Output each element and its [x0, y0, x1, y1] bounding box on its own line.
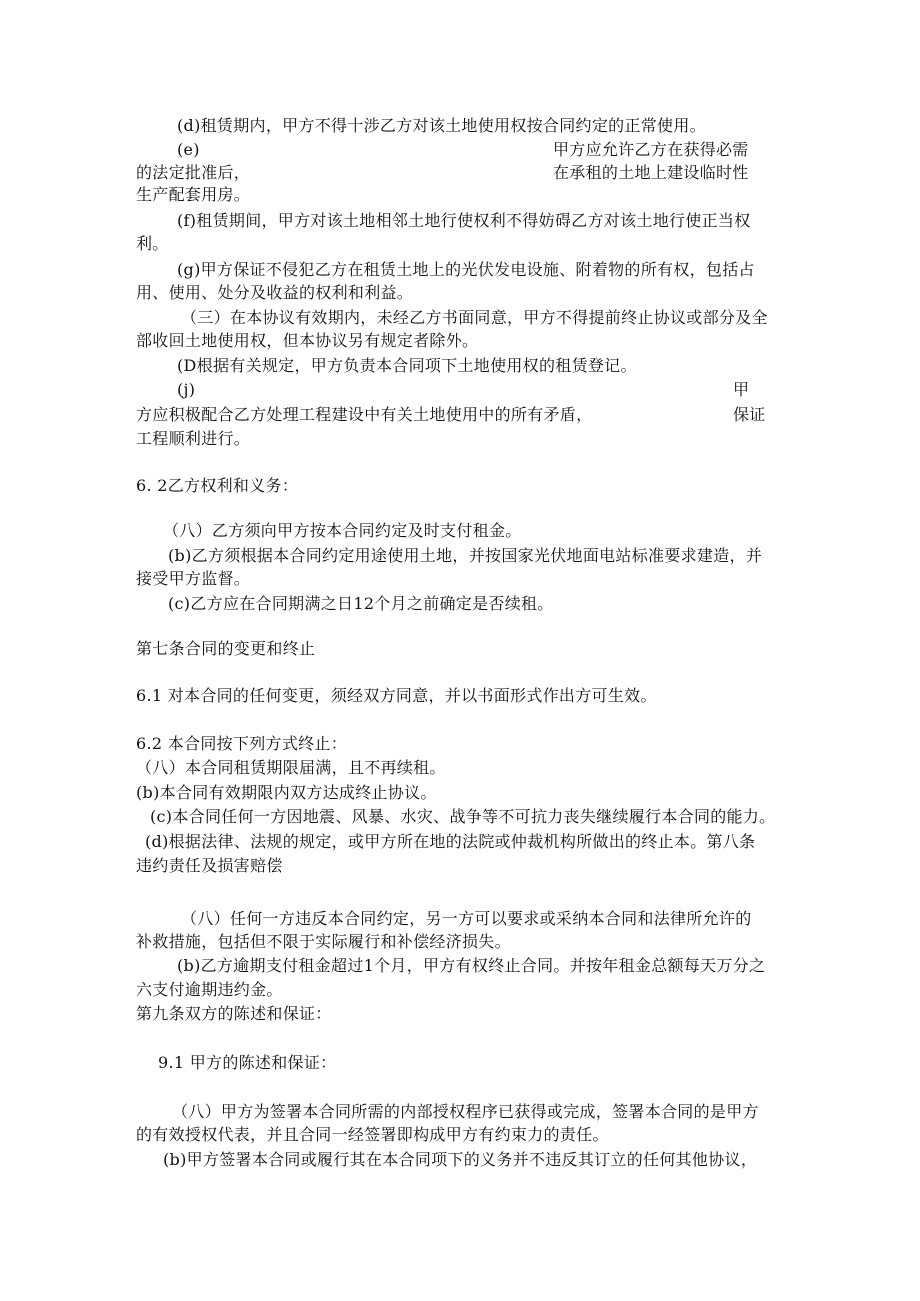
- clause-f: 利。: [136, 234, 169, 253]
- clause-f: (f)租赁期间，甲方对该土地相邻土地行使权利不得妨碍乙方对该土地行使正当权: [177, 211, 751, 230]
- party-b-clause-b: 接受甲方监督。: [136, 569, 251, 588]
- section-heading: 9.1 甲方的陈述和保证：: [158, 1053, 337, 1072]
- clause-three: （三）在本协议有效期内，未经乙方书面同意，甲方不得提前终止协议或部分及全: [181, 308, 768, 327]
- breach-b: (b)乙方逾期支付租金超过1个月，甲方有权终止合同。并按年租金总额每天万分之: [177, 956, 766, 975]
- party-b-clause-a: （八）乙方须向甲方按本合同约定及时支付租金。: [163, 521, 522, 540]
- section-heading: 6. 2乙方权利和义务：: [136, 476, 299, 495]
- clause-i: (D根据有关规定，甲方负责本合同项下土地使用权的租赁登记。: [177, 356, 637, 375]
- clause-j-text: 方应积极配合乙方处理工程建设中有关土地使用中的所有矛盾，: [136, 405, 593, 424]
- breach-a: （八）任何一方违反本合同约定，另一方可以要求或采纳本合同和法律所允许的: [181, 909, 752, 928]
- clause-j-text: 甲: [733, 380, 750, 399]
- article-heading: 第七条合同的变更和终止: [136, 639, 316, 658]
- clause-three: 部收回土地使用权，但本协议另有规定者除外。: [136, 331, 479, 350]
- article-heading: 第九条双方的陈述和保证：: [136, 1004, 332, 1023]
- termination-b: (b)本合同有效期限内双方达成终止协议。: [136, 783, 437, 802]
- party-b-clause-b: (b)乙方须根据本合同约定用途使用土地，并按国家光伏地面电站标准要求建造，并: [168, 546, 763, 565]
- warranty-a: 的有效授权代表，并且合同一经签署即构成甲方有约束力的责任。: [136, 1125, 609, 1144]
- clause-d: (d)租赁期内，甲方不得十涉乙方对该土地使用权按合同约定的正常使用。: [177, 116, 706, 135]
- termination-d: 违约责任及损害赔偿: [136, 856, 283, 875]
- clause-6-1: 6.1 对本合同的任何变更，须经双方同意，并以书面形式作出方可生效。: [136, 686, 657, 705]
- party-b-clause-c: (c)乙方应在合同期满之日12个月之前确定是否续租。: [168, 594, 554, 613]
- clause-e-text: 在承租的土地上建设临时性: [553, 163, 749, 182]
- clause-e-text: 甲方应允许乙方在获得必需: [553, 140, 749, 159]
- clause-j-label: (j): [177, 380, 196, 399]
- breach-b: 六支付逾期违约金。: [136, 980, 283, 999]
- clause-g: 用、使用、处分及收益的权利和利益。: [136, 283, 414, 302]
- clause-j-text: 保证: [733, 405, 766, 424]
- termination-a: （八）本合同租赁期限届满，且不再续租。: [136, 758, 446, 777]
- clause-e-text: 生产配套用房。: [136, 185, 251, 204]
- clause-j-text: 工程顺利进行。: [136, 429, 251, 448]
- clause-6-2: 6.2 本合同按下列方式终止：: [136, 734, 348, 753]
- termination-c: (c)本合同任何一方因地震、风暴、水灾、战争等不可抗力丧失继续履行本合同的能力。: [150, 807, 776, 826]
- clause-e-text: 的法定批准后，: [136, 163, 251, 182]
- warranty-a: （八）甲方为签署本合同所需的内部授权程序已获得或完成，签署本合同的是甲方: [172, 1102, 759, 1121]
- clause-g: (g)甲方保证不侵犯乙方在租赁土地上的光伏发电设施、附着物的所有权，包括占: [177, 260, 755, 279]
- clause-e-label: (e): [177, 140, 200, 159]
- warranty-b: (b)甲方签署本合同或履行其在本合同项下的义务并不违反其订立的任何其他协议，: [163, 1150, 758, 1169]
- breach-a: 补救措施，包括但不限于实际履行和补偿经济损失。: [136, 932, 511, 951]
- termination-d: (d)根据法律、法规的规定，或甲方所在地的法院或仲裁机构所做出的终止本。第八条: [145, 832, 756, 851]
